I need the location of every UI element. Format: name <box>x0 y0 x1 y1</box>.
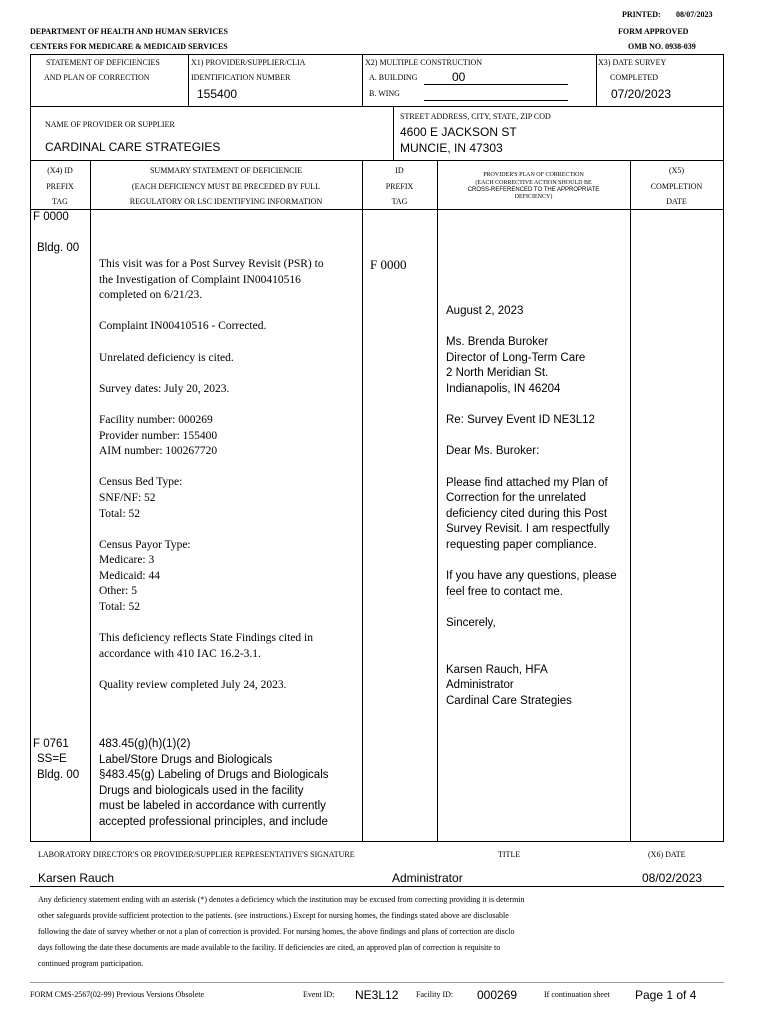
summary-header-2: (EACH DEFICIENCY MUST BE PRECEDED BY FULL <box>131 182 321 191</box>
plan-line: If you have any questions, please <box>446 570 617 583</box>
plan-line: Ms. Brenda Buroker <box>446 336 549 349</box>
plan-header-4: DEFICIENCY) <box>514 194 553 200</box>
signature-name: Karsen Rauch <box>38 871 115 885</box>
signature-label: LABORATORY DIRECTOR'S OR PROVIDER/SUPPLIER REPRESENTATIVE'S SIGNATURE <box>38 850 355 859</box>
summary-line: This deficiency reflects State Findings cited in <box>99 632 313 645</box>
plan-header-2: (EACH CORRECTIVE ACTION SHOULD BE <box>475 180 592 186</box>
id-header-2: PREFIX <box>385 182 414 191</box>
disclaimer-line: days following the date these documents are made available to the facility. If deficiencies are cited, an approved plan of correction is requisite to <box>38 943 501 952</box>
divider <box>437 160 438 842</box>
summary-line: SNF/NF: 52 <box>99 491 156 504</box>
wing-label: B. WING <box>369 89 400 98</box>
summary-header-3: REGULATORY OR LSC IDENTIFYING INFORMATION <box>129 197 323 206</box>
provider-id-value: 155400 <box>197 87 238 101</box>
summary-header-1: SUMMARY STATEMENT OF DEFICIENCIE <box>149 166 303 175</box>
plan-line: Indianapolis, IN 46204 <box>446 382 561 395</box>
facility-id-value: 000269 <box>477 988 518 1002</box>
plan-header-1: PROVIDER'S PLAN OF CORRECTION <box>483 172 584 178</box>
provider-name-value: CARDINAL CARE STRATEGIES <box>45 140 221 154</box>
disclaimer-line: Any deficiency statement ending with an asterisk (*) denotes a deficiency which the institution may be excused from correcting providing it is determin <box>38 895 525 904</box>
plan-line: requesting paper compliance. <box>446 538 597 551</box>
tag-f0761: F 0761 <box>33 738 69 750</box>
summary-statement-block-2 <box>99 737 361 831</box>
divider <box>30 160 724 161</box>
date-label: (X6) DATE <box>648 850 686 859</box>
divider <box>362 54 363 106</box>
signature-date: 08/02/2023 <box>642 871 703 885</box>
x2-label: X2) MULTIPLE CONSTRUCTION <box>365 58 483 67</box>
x1-label-1: X1) PROVIDER/SUPPLIER/CLIA <box>191 58 306 67</box>
divider <box>393 106 394 160</box>
x5-header-2: COMPLETION <box>650 182 703 191</box>
plan-line: Dear Ms. Buroker: <box>446 445 540 458</box>
omb-number: OMB NO. 0938-039 <box>628 42 696 51</box>
summary-line: Provider number: 155400 <box>99 429 218 442</box>
stmt-label-2: AND PLAN OF CORRECTION <box>44 73 150 82</box>
continuation-label: If continuation sheet <box>544 990 610 999</box>
divider <box>362 160 363 842</box>
summary-line: Drugs and biologicals used in the facility <box>99 784 304 797</box>
signature-title: Administrator <box>392 871 463 885</box>
summary-line: completed on 6/21/23. <box>99 289 203 302</box>
summary-line: accordance with 410 IAC 16.2-3.1. <box>99 647 261 660</box>
summary-line: must be labeled in accordance with currently <box>99 800 326 813</box>
summary-line: Complaint IN00410516 - Corrected. <box>99 320 267 333</box>
address-line-2: MUNCIE, IN 47303 <box>400 141 503 155</box>
summary-line: Quality review completed July 24, 2023. <box>99 679 287 692</box>
summary-line: Census Payor Type: <box>99 538 191 551</box>
x4-header-2: PREFIX <box>46 182 74 191</box>
form-approved: FORM APPROVED <box>618 27 689 36</box>
summary-line: AIM number: 100267720 <box>99 445 218 458</box>
divider <box>188 54 189 106</box>
scope-severity: SS=E <box>37 753 67 765</box>
x4-header-3: TAG <box>52 197 68 206</box>
summary-line: Medicaid: 44 <box>99 569 160 582</box>
summary-line: Total: 52 <box>99 507 141 520</box>
divider <box>630 160 631 842</box>
divider <box>424 84 568 85</box>
divider <box>30 209 724 210</box>
summary-line: This visit was for a Post Survey Revisit (PSR) to <box>99 258 324 270</box>
id-header-3: TAG <box>391 197 408 206</box>
plan-line: Re: Survey Event ID NE3L12 <box>446 414 595 427</box>
disclaimer-text <box>38 892 728 972</box>
summary-statement-block <box>99 257 359 694</box>
printed-date: 08/07/2023 <box>676 10 713 19</box>
divider <box>30 106 724 107</box>
event-id-value: NE3L12 <box>355 988 399 1002</box>
divider <box>30 982 724 983</box>
plan-line: feel free to contact me. <box>446 585 563 598</box>
x4-header-1: (X4) ID <box>47 166 73 175</box>
plan-line: 2 North Meridian St. <box>446 367 549 380</box>
bldg-label-2: Bldg. 00 <box>37 769 80 781</box>
divider <box>596 54 597 106</box>
building-value: 00 <box>452 70 466 84</box>
summary-line: Total: 52 <box>99 601 141 614</box>
summary-line: Census Bed Type: <box>99 476 183 489</box>
title-label: TITLE <box>498 850 521 859</box>
summary-line: 483.45(g)(h)(1)(2) <box>99 738 191 750</box>
summary-line: Facility number: 000269 <box>99 413 213 426</box>
centers-name: CENTERS FOR MEDICARE & MEDICAID SERVICES <box>30 42 228 51</box>
plan-line: August 2, 2023 <box>446 305 524 317</box>
address-line-1: 4600 E JACKSON ST <box>400 125 517 139</box>
plan-of-correction-text <box>446 304 628 709</box>
plan-header-3: CROSS-REFERENCED TO THE APPROPRIATE <box>467 187 600 193</box>
plan-line: Please find attached my Plan of <box>446 476 608 489</box>
facility-id-label: Facility ID: <box>416 990 454 999</box>
disclaimer-line: continued program participation. <box>38 959 144 968</box>
box-top-border <box>30 54 724 55</box>
plan-line: Correction for the unrelated <box>446 492 586 505</box>
divider <box>30 886 724 887</box>
x5-header-1: (X5) <box>668 166 685 175</box>
plan-line: Administrator <box>446 679 514 692</box>
survey-completed-date: 07/20/2023 <box>611 87 672 101</box>
summary-line: §483.45(g) Labeling of Drugs and Biologicals <box>99 769 329 782</box>
divider <box>90 160 91 842</box>
plan-line: Karsen Rauch, HFA <box>446 663 548 676</box>
summary-line: Other: 5 <box>99 585 138 598</box>
building-label: A. BUILDING <box>369 73 418 82</box>
stmt-label-1: STATEMENT OF DEFICIENCIES <box>46 58 160 67</box>
form-number: FORM CMS-2567(02-99) Previous Versions Obsolete <box>30 990 205 999</box>
summary-line: Survey dates: July 20, 2023. <box>99 382 230 395</box>
tag-f0000-right: F 0000 <box>370 257 407 272</box>
disclaimer-line: other safeguards provide sufficient protection to the patients. (see instructions.) Except for nursing homes, the findings stated above are disclosable <box>38 911 509 920</box>
x1-label-2: IDENTIFICATION NUMBER <box>191 73 291 82</box>
divider <box>424 100 568 101</box>
provider-name-label: NAME OF PROVIDER OR SUPPLIER <box>45 120 175 129</box>
page-number: Page 1 of 4 <box>635 988 697 1002</box>
plan-line: Cardinal Care Strategies <box>446 694 572 707</box>
address-label: STREET ADDRESS, CITY, STATE, ZIP COD <box>400 112 551 121</box>
summary-line: Label/Store Drugs and Biologicals <box>99 753 273 766</box>
plan-line: Survey Revisit. I am respectfully <box>446 523 610 536</box>
plan-line: deficiency cited during this Post <box>446 507 608 520</box>
printed-label: PRINTED: <box>622 10 661 19</box>
x3-label-2: COMPLETED <box>610 73 658 82</box>
tag-f0000-left: F 0000 <box>33 211 69 223</box>
disclaimer-line: following the date of survey whether or not a plan of correction is provided. For nursing homes, the above findings and plans of correction are disclo <box>38 927 515 936</box>
summary-line: Medicare: 3 <box>99 554 155 567</box>
plan-line: Sincerely, <box>446 616 496 629</box>
divider <box>30 841 724 842</box>
dept-name: DEPARTMENT OF HEALTH AND HUMAN SERVICES <box>30 27 228 36</box>
x3-label-1: X3) DATE SURVEY <box>598 58 667 67</box>
x5-header-3: DATE <box>666 197 687 206</box>
summary-line: Unrelated deficiency is cited. <box>99 351 234 364</box>
box-right-border <box>723 54 724 842</box>
plan-line: Director of Long-Term Care <box>446 351 586 364</box>
id-header-1: ID <box>395 166 404 175</box>
summary-line: the Investigation of Complaint IN00410516 <box>99 273 301 286</box>
event-id-label: Event ID: <box>303 990 335 999</box>
summary-line: accepted professional principles, and include <box>99 815 328 828</box>
bldg-label-1: Bldg. 00 <box>37 242 80 254</box>
